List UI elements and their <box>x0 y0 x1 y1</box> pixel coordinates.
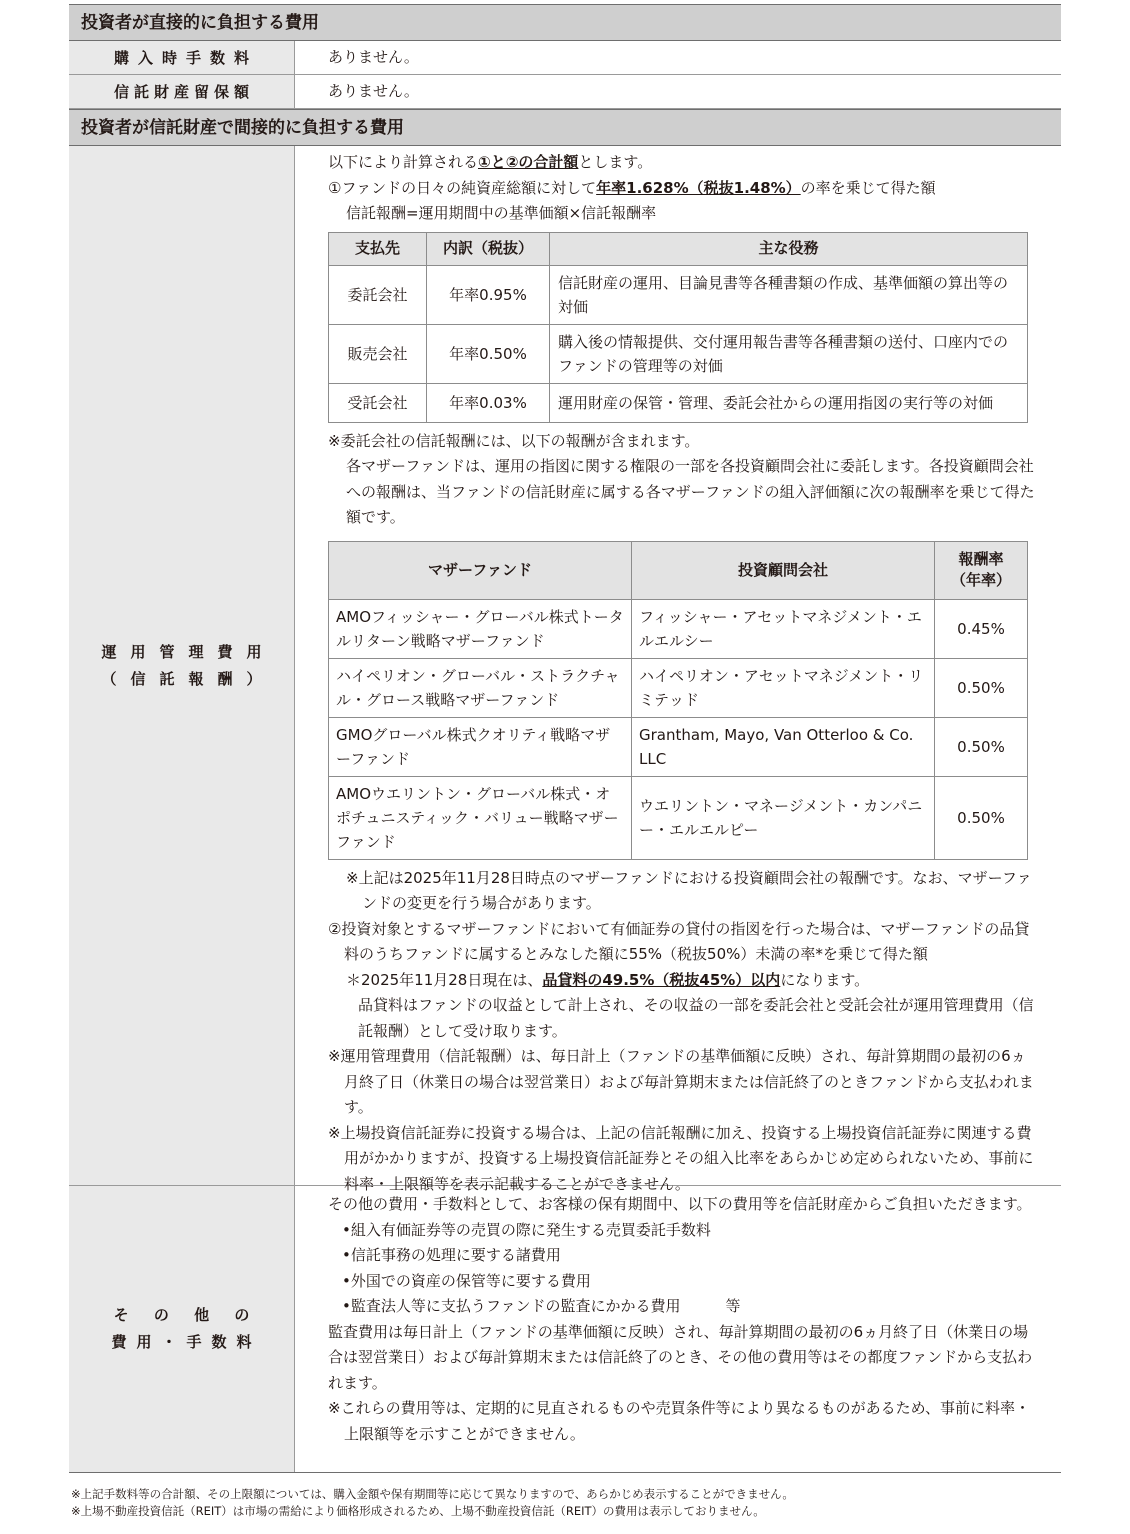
advisor-header-row <box>329 541 1028 599</box>
table-row <box>329 717 1028 776</box>
item2-paragraph: ②投資対象とするマザーファンドにおいて有価証券の貸付の指図を行った場合は、マザーファンドの品貸料のうちファンドに属するとみなした額に55%（税抜50%）未満の率*を乗じて得た額 <box>328 919 1030 963</box>
header-advisor: 投資顧問会社 <box>632 541 935 599</box>
management-fee-label-line2: （信託報酬） <box>101 669 276 688</box>
advisor-cell: ハイペリオン・アセットマネジメント・リミテッド <box>632 658 935 717</box>
other-fees-content <box>295 1186 1061 1472</box>
management-fee-intro <box>328 150 1035 176</box>
fee-formula: 信託報酬=運用期間中の基準価額×信託報酬率 <box>346 204 657 222</box>
mother-fund-cell: AMOフィッシャー・グローバル株式トータルリターン戦略マザーファンド <box>329 599 632 658</box>
table-row <box>329 265 1028 324</box>
advisor-cell: Grantham, Mayo, Van Otterloo & Co. LLC <box>632 717 935 776</box>
fee-breakdown-table <box>328 232 1028 423</box>
fee-rate-cell: 0.50% <box>935 717 1028 776</box>
purchase-fee-row <box>69 41 1061 75</box>
header-services: 主な役務 <box>550 232 1028 265</box>
rate-cell: 年率0.03% <box>427 383 550 422</box>
intro-emphasis: ①と②の合計額 <box>478 153 579 171</box>
footer-notes <box>71 1486 794 1520</box>
other-fees-note: ※これらの費用等は、定期的に見直されるものや売買条件等により異なるものがあるため、事前に料率・上限額等を示すことができません。 <box>328 1399 1030 1443</box>
services-cell: 運用財産の保管・管理、委託会社からの運用指図の実行等の対価 <box>550 383 1028 422</box>
table-row <box>329 599 1028 658</box>
footer-note-1: ※上記手数料等の合計額、その上限額については、購入金額や保有期間等に応じて異なりますので、あらかじめ表示することができません。 <box>71 1487 794 1501</box>
header-breakdown: 内訳（税抜） <box>427 232 550 265</box>
table-row <box>329 383 1028 422</box>
advisor-cell: ウエリントン・マネージメント・カンパニー・エルエルピー <box>632 776 935 859</box>
other-fees-row <box>69 1186 1061 1473</box>
intro-text-end: とします。 <box>578 153 653 171</box>
payee-cell: 受託会社 <box>329 383 427 422</box>
other-fees-label-line2: 費用・手数料 <box>111 1333 262 1351</box>
purchase-fee-value: ありません。 <box>328 48 419 66</box>
note3: ※運用管理費用（信託報酬）は、毎日計上（ファンドの基準価額に反映）され、毎計算期間の最初の6ヵ月終了日（休業日の場合は翌営業日）および毎計算期末または信託終了のときファンドから支払われます。 <box>328 1047 1034 1116</box>
services-cell: 信託財産の運用、目論見書等各種書類の作成、基準価額の算出等の対価 <box>550 265 1028 324</box>
note4: ※上場投資信託証券に投資する場合は、上記の信託報酬に加え、投資する上場投資信託証券に関連する費用がかかりますが、投資する上場投資信託証券とその組入比率をあらかじめ定められないため、事前に料率・上限額等を表示記載することができません。 <box>328 1123 1034 1193</box>
payee-cell: 委託会社 <box>329 265 427 324</box>
item2-sub: 品貸料はファンドの収益として計上され、その収益の一部を委託会社と受託会社が運用管理費用（信託報酬）として受け取ります。 <box>358 996 1034 1040</box>
intro-text: 以下により計算される <box>328 153 479 171</box>
management-fee-label-line1: 運用管理費用 <box>101 642 276 661</box>
breakdown-header-row <box>329 232 1028 265</box>
reserve-fee-row <box>69 75 1061 109</box>
management-fee-label <box>69 146 295 1185</box>
item1-text: ①ファンドの日々の純資産総額に対して <box>328 178 597 197</box>
star-text: ＊2025年11月28日現在は、 <box>346 970 543 989</box>
header-mother-fund: マザーファンド <box>329 541 632 599</box>
list-item: •外国での資産の保管等に要する費用 <box>342 1271 591 1290</box>
indirect-fees-heading: 投資者が信託財産で間接的に負担する費用 <box>69 109 1061 146</box>
direct-fees-heading: 投資者が直接的に負担する費用 <box>69 4 1061 41</box>
item1-paragraph <box>328 176 1035 202</box>
list-item: •信託事務の処理に要する諸費用 <box>342 1246 561 1264</box>
rate-cell: 年率0.50% <box>427 324 550 383</box>
management-fee-content <box>295 146 1061 1193</box>
rate-cell: 年率0.95% <box>427 265 550 324</box>
note1-body: 各マザーファンドは、運用の指図に関する権限の一部を各投資顧問会社に委託します。各投資顧問会社への報酬は、当ファンドの信託財産に属する各マザーファンドの組入評価額に次の報酬率を乗じて得た額です。 <box>346 457 1035 526</box>
services-cell: 購入後の情報提供、交付運用報告書等各種書類の送付、口座内でのファンドの管理等の対価 <box>550 324 1028 383</box>
star-emphasis: 品貸料の49.5%（税抜45%）以内 <box>542 970 781 989</box>
item2-star-note <box>328 968 1035 994</box>
table-row <box>329 324 1028 383</box>
item1-rate: 年率1.628%（税抜1.48%） <box>596 178 801 197</box>
other-fees-label-line1: そ の 他 の <box>113 1306 260 1324</box>
fee-rate-cell: 0.50% <box>935 776 1028 859</box>
footer-note-2: ※上場不動産投資信託（REIT）は市場の需給により価格形成されるため、上場不動産投資信託（REIT）の費用は表示しておりません。 <box>71 1504 765 1518</box>
purchase-fee-label: 購入時手数料 <box>69 41 295 74</box>
reserve-fee-value: ありません。 <box>328 82 419 100</box>
other-fees-bullets <box>328 1218 1035 1320</box>
other-fees-intro: その他の費用・手数料として、お客様の保有期間中、以下の費用等を信託財産からご負担いただきます。 <box>328 1195 1032 1213</box>
item1-text-end: の率を乗じて得た額 <box>800 178 936 197</box>
header-fee-rate <box>935 541 1028 599</box>
list-item: •組入有価証券等の売買の際に発生する売買委託手数料 <box>342 1220 711 1239</box>
advisor-cell: フィッシャー・アセットマネジメント・エルエルシー <box>632 599 935 658</box>
audit-fee-text: 監査費用は毎日計上（ファンドの基準価額に反映）され、毎計算期間の最初の6ヵ月終了日（休業日の場合は翌営業日）および毎計算期末または信託終了のとき、その他の費用等はその都度ファンドから支払われます。 <box>328 1322 1033 1392</box>
fee-rate-line1: 報酬率 <box>958 550 1004 568</box>
note2: ※上記は2025年11月28日時点のマザーファンドにおける投資顧問会社の報酬です。なお、マザーファンドの変更を行う場合があります。 <box>346 868 1032 912</box>
management-fee-row <box>69 146 1061 1193</box>
fee-rate-line2: （年率） <box>950 571 1011 589</box>
payee-cell: 販売会社 <box>329 324 427 383</box>
list-item: •監査法人等に支払うファンドの監査にかかる費用 等 <box>342 1297 741 1315</box>
mother-fund-cell: AMOウエリントン・グローバル株式・オポチュニスティック・バリュー戦略マザーファンド <box>329 776 632 859</box>
fee-rate-cell: 0.50% <box>935 658 1028 717</box>
other-fees-label <box>69 1186 295 1472</box>
mother-fund-cell: GMOグローバル株式クオリティ戦略マザーファンド <box>329 717 632 776</box>
mother-fund-cell: ハイペリオン・グローバル・ストラクチャル・グロース戦略マザーファンド <box>329 658 632 717</box>
table-row <box>329 776 1028 859</box>
fee-rate-cell: 0.45% <box>935 599 1028 658</box>
note1-heading: ※委託会社の信託報酬には、以下の報酬が含まれます。 <box>328 431 700 450</box>
fee-document <box>69 4 1061 1473</box>
table-row <box>329 658 1028 717</box>
reserve-fee-label: 信託財産留保額 <box>69 75 295 108</box>
header-payee: 支払先 <box>329 232 427 265</box>
advisor-fee-table <box>328 541 1028 860</box>
star-text-end: になります。 <box>780 970 870 989</box>
